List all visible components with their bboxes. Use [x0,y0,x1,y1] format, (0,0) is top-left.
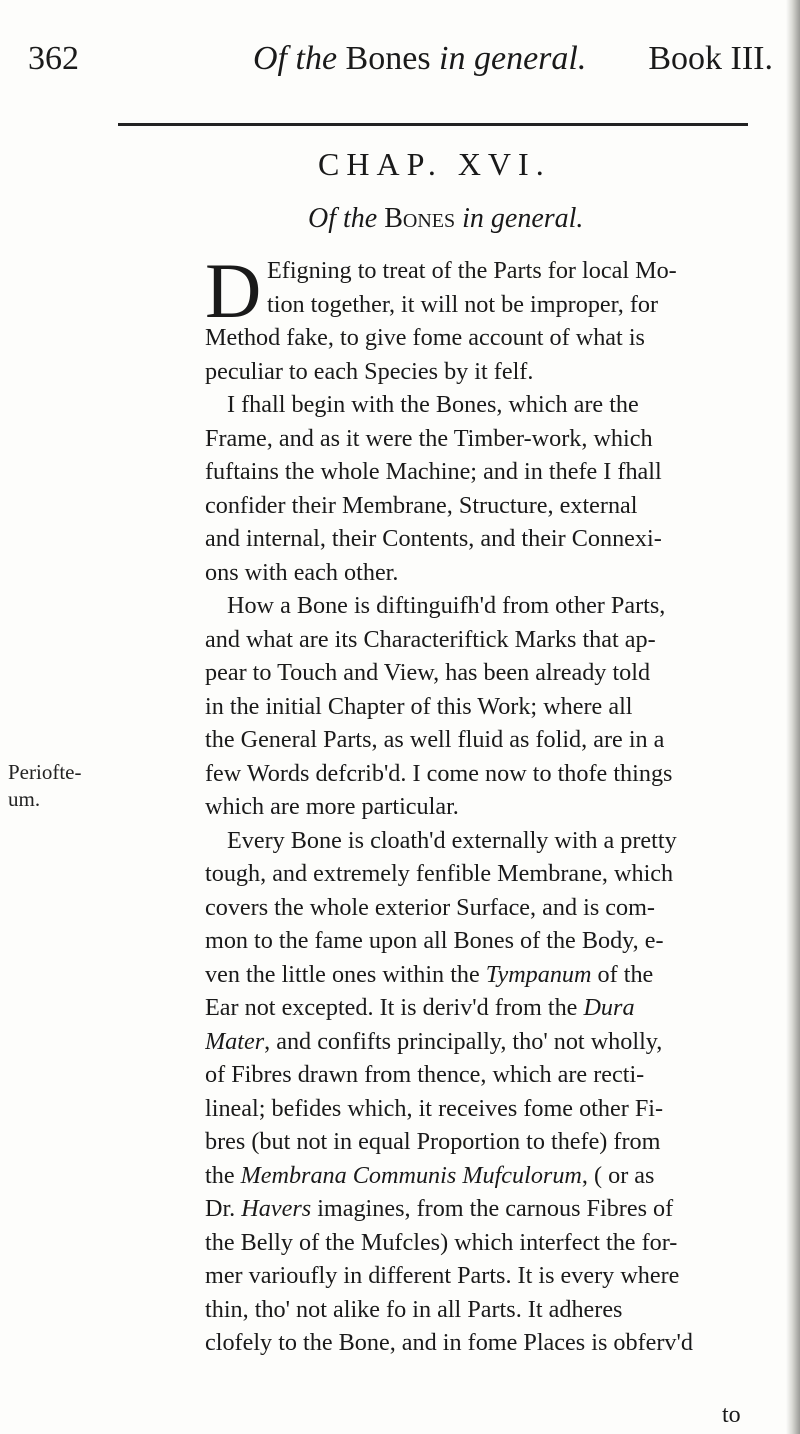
page-edge-shadow [786,0,800,1434]
text-line: the General Parts, as well fluid as folid, are in a [205,726,665,753]
text-line: lineal; befides which, it receives fome other Fi- [205,1094,664,1122]
text-line: Method fake, to give fome account of what is [205,324,645,351]
chapter-subtitle-main: Bones [384,203,456,234]
latin-term: Mater [205,1027,265,1055]
text-line: Every Bone is cloath'd externally with a pretty [227,826,677,854]
text-line [205,991,765,1025]
text-line: which are more particular. [205,793,459,820]
margin-note-line: um. [8,787,41,811]
text-run: ven the little ones within the [205,960,486,988]
latin-term: Dura [583,994,635,1021]
text-line: and internal, their Contents, and their Connexi- [205,525,662,552]
text-line [205,1025,765,1059]
running-header [28,40,773,90]
author-name: Havers [241,1195,312,1222]
body-text [205,247,765,1360]
text-line [205,1192,765,1226]
text-line: of Fibres drawn from thence, which are recti- [205,1061,645,1088]
book-reference: Book III. [648,40,773,77]
text-run: Dr. [205,1195,242,1222]
running-title-suffix: in general. [439,40,587,77]
text-line: in the initial Chapter of this Work; where all [205,692,633,720]
text-run: , ( or as [581,1161,655,1189]
page-number: 362 [28,40,79,77]
header-rule [118,123,748,126]
text-line: and what are its Characteriftick Marks that ap- [205,625,656,653]
text-line: bres (but not in equal Proportion to thefe) from [205,1128,661,1155]
text-line: tion together, it will not be improper, for [267,290,659,318]
text-line [205,958,765,992]
text-line: clofely to the Bone, and in fome Places is obferv'd [205,1329,693,1356]
chapter-heading: CHAP. XVI. [318,146,551,182]
chapter-subtitle-suffix: in general. [462,203,584,234]
text-line: fuftains the whole Machine; and in thefe I fhall [205,458,662,485]
chapter-subtitle [308,203,583,235]
text-run: , and confifts principally, tho' not wholly, [264,1027,663,1055]
running-title [253,40,586,78]
text-run: the [205,1161,241,1189]
text-run: imagines, from the carnous Fibres of [311,1195,674,1222]
text-line: covers the whole exterior Surface, and is com- [205,893,655,921]
catchword: to [722,1402,741,1428]
text-run: Ear not excepted. It is deriv'd from the [205,994,584,1021]
text-line: mer varioufly in different Parts. It is every where [205,1262,680,1289]
chapter-subtitle-prefix: Of the [308,203,378,234]
running-title-prefix: Of the [253,40,338,77]
text-line: Frame, and as it were the Timber-work, which [205,424,653,452]
text-line: How a Bone is diftinguifh'd from other Parts, [227,592,666,619]
text-line: thin, tho' not alike fo in all Parts. It adheres [205,1295,623,1323]
latin-term: Tympanum [485,960,592,988]
margin-note [8,759,81,813]
running-title-main: Bones [345,40,431,77]
text-line: I fhall begin with the Bones, which are the [227,391,639,418]
drop-cap: D [205,247,262,334]
text-line: pear to Touch and View, has been already told [205,659,651,686]
text-line [205,1159,765,1193]
text-line: few Words defcrib'd. I come now to thofe things [205,759,673,787]
text-line: confider their Membrane, Structure, external [205,491,638,519]
latin-term: Membrana Communis Mufculorum [240,1161,582,1189]
text-run: of the [591,960,654,988]
text-line: Efigning to treat of the Parts for local Mo- [267,257,677,284]
text-line: ons with each other. [205,558,399,586]
margin-note-line: Periofte- [8,760,82,784]
text-line: mon to the fame upon all Bones of the Body, e- [205,927,664,954]
text-line: peculiar to each Species by it felf. [205,357,534,385]
text-line: tough, and extremely fenfible Membrane, which [205,860,674,887]
text-line: the Belly of the Mufcles) which interfect the for- [205,1228,678,1256]
